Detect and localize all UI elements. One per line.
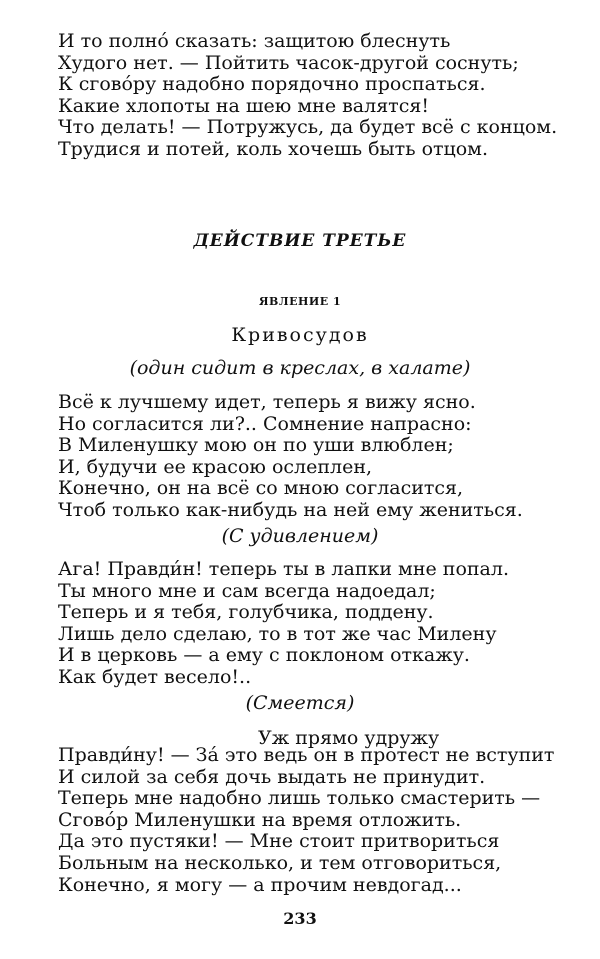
verse-line: И в церковь — а ему с поклоном откажу. — [58, 644, 470, 667]
verse-line: Теперь мне надобно лишь только смастерить — — [58, 787, 541, 810]
speaker-name: Кривосудов — [231, 324, 369, 346]
verse-line: Чтоб только как-нибудь на ней ему жениться. — [58, 498, 523, 521]
stage-direction: (один сидит в креслах, в халате) — [129, 357, 471, 379]
scene-title: ЯВЛЕНИЕ 1 — [258, 295, 342, 308]
verse-line: И, будучи ее красою ослеплен, — [58, 455, 373, 478]
verse-line: Конечно, я могу — а прочим невдогад... — [58, 873, 462, 896]
verse-line: Какие хлопоты на шею мне валятся! — [58, 94, 429, 117]
verse-line: Худого нет. — Пойтить часок-другой соснуть; — [58, 51, 519, 74]
opening-verse — [58, 30, 558, 161]
verse-line: Но согласится ли?.. Сомнение напрасно: — [58, 412, 472, 435]
verse-line: Конечно, он на всё со мною согласится, — [58, 477, 464, 500]
verse-line: Ага! Правди́н! теперь ты в лапки мне попал. — [58, 558, 509, 580]
verse-block-3 — [58, 744, 555, 896]
verse-line: К сгово́ру надобно порядочно проспаться. — [58, 73, 486, 96]
page-number: 233 — [283, 909, 317, 928]
verse-block-2 — [58, 559, 538, 689]
verse-line: Ты много мне и сам всегда надоедал; — [58, 579, 436, 602]
verse-line: В Миленушку мою он по уши влюблен; — [58, 434, 454, 457]
verse-line: Всё к лучшему идет, теперь я вижу ясно. — [58, 391, 476, 413]
verse-line: Трудися и потей, коль хочешь быть отцом. — [58, 137, 489, 160]
stage-direction: (С удивлением) — [221, 525, 379, 547]
verse-line: И силой за себя дочь выдать не принудит. — [58, 765, 486, 788]
verse-line: Больным на несколько, и тем отговориться, — [58, 851, 502, 874]
verse-line: Теперь и я тебя, голубчика, поддену. — [58, 601, 434, 624]
verse-line: Сгово́р Миленушки на время отложить. — [58, 808, 462, 831]
verse-line: Как будет весело!.. — [58, 665, 252, 688]
stage-direction: (Смеется) — [245, 692, 355, 714]
half-line: Уж прямо удружу — [258, 727, 440, 749]
verse-line: Да это пустяки! — Мне стоит притвориться — [58, 830, 500, 853]
verse-line: И то полно́ сказать: защитою блеснуть — [58, 30, 451, 52]
act-title: ДЕЙСТВИЕ ТРЕТЬЕ — [193, 231, 407, 251]
verse-block-1 — [58, 392, 538, 522]
verse-line: Правди́ну! — За́ это ведь он в протест не вступит — [58, 744, 555, 766]
verse-line: Лишь дело сделаю, то в тот же час Милену — [58, 622, 497, 645]
verse-line: Что делать! — Потружусь, да будет всё с концом. — [58, 116, 558, 139]
